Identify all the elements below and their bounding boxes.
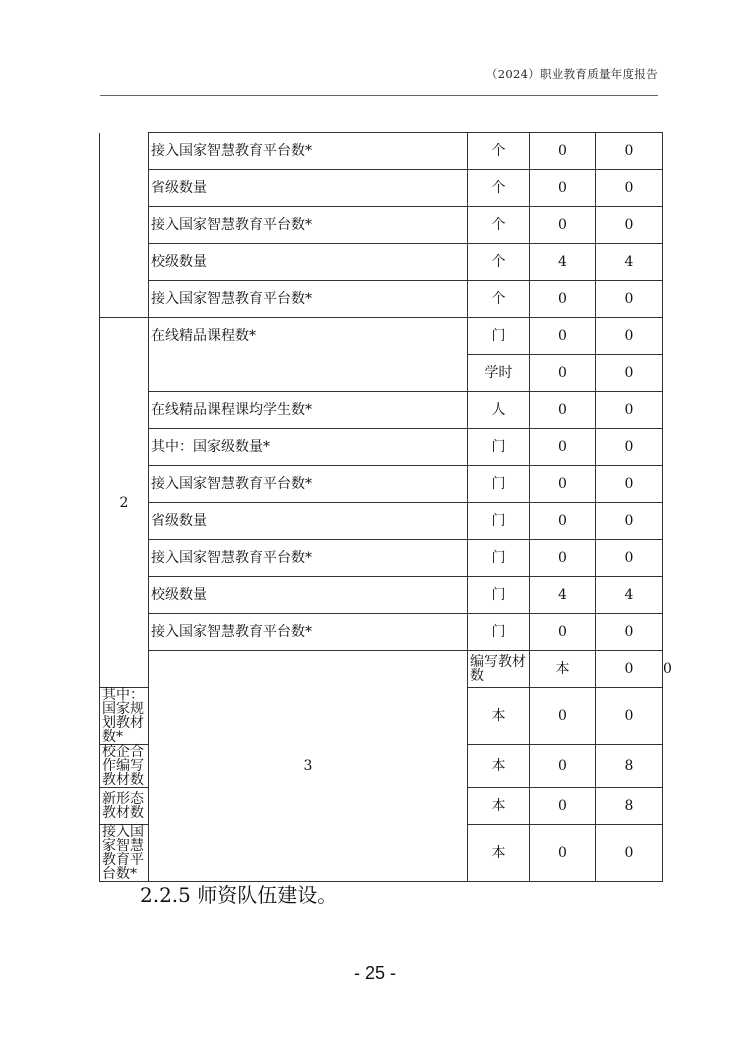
value-cell: 0	[596, 281, 663, 318]
table-row	[100, 503, 663, 540]
value-cell: 4	[596, 577, 663, 614]
table-row: 3 编写教材数 本 0 0	[100, 651, 663, 688]
unit-cell: 个	[468, 281, 530, 318]
table-row	[100, 540, 663, 577]
unit-cell: 门	[468, 577, 530, 614]
item-cell: 接入国家智慧教育平台数*	[149, 207, 468, 244]
unit-cell: 门	[468, 429, 530, 466]
value-cell: 0	[530, 745, 596, 788]
value-cell: 4	[530, 577, 596, 614]
table-row	[100, 466, 663, 503]
unit-cell: 本	[468, 688, 530, 745]
unit-cell: 门	[468, 318, 530, 355]
table-row	[100, 429, 663, 466]
table-row	[100, 392, 663, 429]
value-cell: 0	[596, 318, 663, 355]
value-cell: 0	[530, 355, 596, 392]
value-cell: 0	[596, 170, 663, 207]
unit-cell: 个	[468, 133, 530, 170]
value-cell: 0	[596, 688, 663, 745]
value-cell: 0	[596, 503, 663, 540]
value-cell: 0	[530, 688, 596, 745]
item-cell: 在线精品课程数*	[149, 318, 468, 392]
value-cell: 0	[596, 392, 663, 429]
report-header-title: （2024）职业教育质量年度报告	[485, 67, 658, 81]
value-cell: 0	[530, 540, 596, 577]
item-cell: 省级数量	[149, 503, 468, 540]
value-cell: 0	[530, 281, 596, 318]
value-cell: 0	[596, 207, 663, 244]
value-cell: 8	[596, 788, 663, 825]
group-index-cell	[100, 133, 149, 318]
value-cell: 0	[530, 614, 596, 651]
unit-cell: 门	[468, 503, 530, 540]
item-cell: 新形态教材数	[100, 788, 149, 825]
item-cell: 省级数量	[149, 170, 468, 207]
value-cell: 0	[530, 788, 596, 825]
unit-cell: 本	[530, 651, 596, 688]
item-cell: 其中：国家规划教材数*	[100, 688, 149, 745]
unit-cell: 本	[468, 825, 530, 882]
item-cell: 其中：国家级数量*	[149, 429, 468, 466]
item-cell: 接入国家智慧教育平台数*	[149, 466, 468, 503]
item-cell: 接入国家智慧教育平台数*	[149, 133, 468, 170]
group-index-cell: 2	[100, 318, 149, 688]
unit-cell: 门	[468, 614, 530, 651]
value-cell: 0	[530, 429, 596, 466]
value-cell: 0	[530, 170, 596, 207]
unit-cell: 门	[468, 466, 530, 503]
table-row	[100, 614, 663, 651]
value-cell: 4	[596, 244, 663, 281]
value-cell: 0	[530, 207, 596, 244]
group-index-cell: 3	[149, 651, 468, 882]
value-cell: 8	[596, 745, 663, 788]
value-cell: 0	[596, 466, 663, 503]
unit-cell: 个	[468, 207, 530, 244]
table-row	[100, 244, 663, 281]
statistics-table	[99, 132, 672, 882]
item-cell: 编写教材数	[468, 651, 530, 688]
value-cell: 0	[530, 133, 596, 170]
value-cell: 0	[530, 466, 596, 503]
unit-cell: 人	[468, 392, 530, 429]
item-cell: 接入国家智慧教育平台数*	[100, 825, 149, 882]
value-cell: 0	[596, 133, 663, 170]
item-cell: 接入国家智慧教育平台数*	[149, 540, 468, 577]
unit-cell: 本	[468, 788, 530, 825]
table-row	[100, 170, 663, 207]
table-row	[100, 318, 663, 355]
unit-cell: 本	[468, 745, 530, 788]
unit-cell: 学时	[468, 355, 530, 392]
page-number: - 25 -	[353, 963, 396, 983]
value-cell: 0	[530, 825, 596, 882]
value-cell: 0	[596, 540, 663, 577]
unit-cell: 个	[468, 170, 530, 207]
value-cell: 0	[596, 614, 663, 651]
item-cell: 接入国家智慧教育平台数*	[149, 614, 468, 651]
table-row	[100, 577, 663, 614]
item-cell: 校企合作编写教材数	[100, 745, 149, 788]
value-cell: 0	[596, 651, 663, 688]
item-cell: 校级数量	[149, 577, 468, 614]
item-cell: 在线精品课程课均学生数*	[149, 392, 468, 429]
item-cell: 校级数量	[149, 244, 468, 281]
table-row	[100, 133, 663, 170]
value-cell: 0	[596, 355, 663, 392]
value-cell: 4	[530, 244, 596, 281]
header-divider	[100, 95, 658, 96]
value-cell: 0	[596, 825, 663, 882]
table-row	[100, 281, 663, 318]
value-cell: 0	[530, 318, 596, 355]
table-row	[100, 207, 663, 244]
section-heading: 2.2.5 师资队伍建设。	[140, 883, 338, 907]
unit-cell: 门	[468, 540, 530, 577]
unit-cell: 个	[468, 244, 530, 281]
value-cell: 0	[530, 503, 596, 540]
value-cell: 0	[596, 429, 663, 466]
value-cell: 0	[530, 392, 596, 429]
item-cell: 接入国家智慧教育平台数*	[149, 281, 468, 318]
